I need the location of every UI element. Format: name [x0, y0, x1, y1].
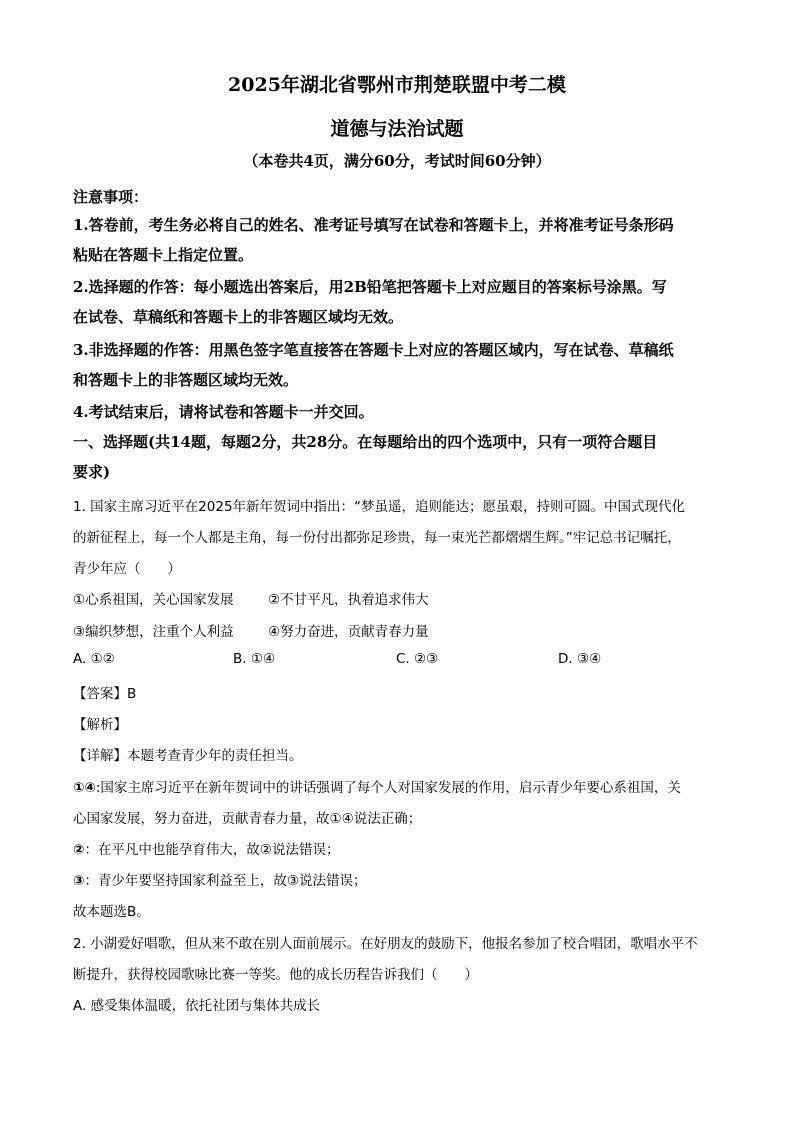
notice-line: 1.答卷前，考生务必将自己的姓名、准考证号填写在试卷和答题卡上，并将准考证号条形码 — [73, 216, 674, 234]
notice-line: 粘贴在答题卡上指定位置。 — [73, 246, 254, 264]
q1-stem-line: 青少年应（ ） — [73, 561, 181, 577]
q1-option-c: C. ②③ — [396, 651, 439, 667]
q1-stem-line: 的新征程上，每一个人都是主角，每一份付出都弥足珍贵，每一束光芒都熠熠生辉。”牢记总书记嘱托， — [73, 530, 681, 546]
subject-title: 道德与法治试题 — [330, 118, 464, 140]
explanation-text: :国家主席习近平在新年贺词中的讲话强调了每个人对国家发展的作用，启示青少年要心系祖国，关 — [95, 780, 681, 796]
notice-line: 和答题卡上的非答题区域均无效。 — [73, 371, 299, 389]
answer-label: 【答案】 — [73, 686, 127, 702]
notice-line: 在试卷、草稿纸和答题卡上的非答题区域均无效。 — [73, 308, 404, 326]
q2-option-a: A. 感受集体温暖，依托社团与集体共成长 — [73, 998, 321, 1014]
q1-statement-1: ①心系祖国，关心国家发展 — [73, 592, 234, 608]
explanation-tag: ①④ — [73, 780, 96, 796]
q1-statement-2: ②不甘平凡，执着追求伟大 — [268, 592, 429, 608]
answer-value: B — [127, 686, 137, 702]
section-heading: 一、选择题(共14题，每题2分，共28分。在每题给出的四个选项中，只有一项符合题目 — [73, 433, 658, 451]
notice-line: 2.选择题的作答：每小题选出答案后，用2B铅笔把答题卡上对应题目的答案标号涂黑。写 — [73, 278, 667, 296]
notice-line: 4.考试结束后，请将试卷和答题卡一并交回。 — [73, 403, 374, 421]
q1-answer — [73, 682, 136, 702]
q2-stem-line: 断提升，获得校园歌咏比赛一等奖。他的成长历程告诉我们（ ） — [73, 967, 478, 983]
notice-heading: 注意事项： — [73, 188, 149, 206]
q1-analysis-label: 【解析】 — [73, 717, 127, 733]
q1-option-d: D. ③④ — [558, 651, 602, 667]
q1-option-b: B. ①④ — [233, 651, 276, 667]
explanation-text: ：在平凡中也能孕育伟大，故②说法错误； — [84, 842, 340, 858]
notice-line: 3.非选择题的作答：用黑色签字笔直接答在答题卡上对应的答题区域内，写在试卷、草稿纸 — [73, 341, 674, 359]
q1-statement-4: ④努力奋进，贡献青春力量 — [268, 624, 429, 640]
q1-statement-3: ③编织梦想，注重个人利益 — [73, 624, 234, 640]
q1-stem-line: 1. 国家主席习近平在2025年新年贺词中指出：“梦虽遥，追则能达；愿虽艰，持则可圆。中国式现代化 — [73, 499, 686, 515]
exam-meta: （本卷共4页，满分60分，考试时间60分钟） — [243, 152, 551, 170]
q1-explanation-line — [73, 807, 421, 827]
q1-conclusion — [73, 900, 150, 920]
detail-label: 【详解】 — [73, 748, 127, 764]
explanation-tag: ② — [73, 842, 85, 858]
explanation-tag: ③ — [73, 873, 85, 889]
explanation-text: 心国家发展，努力奋进，贡献青春力量，故①④说法正确； — [73, 811, 422, 827]
explanation-text: 故本题选B。 — [73, 904, 150, 920]
exam-title: 2025年湖北省鄂州市荆楚联盟中考二模 — [228, 74, 566, 96]
q1-explanation-line — [73, 869, 367, 889]
q2-stem-line: 2. 小湖爱好唱歌，但从来不敢在别人面前展示。在好朋友的鼓励下，他报名参加了校合唱团，歌唱水平不 — [73, 936, 698, 952]
q1-explanation-line — [73, 838, 340, 858]
q1-detail — [73, 744, 303, 764]
detail-text: 本题考查青少年的责任担当。 — [127, 748, 303, 764]
explanation-text: ：青少年要坚持国家利益至上，故③说法错误； — [84, 873, 367, 889]
q1-option-a: A. ①② — [73, 651, 115, 667]
q1-explanation-line — [73, 776, 681, 796]
section-heading-cont: 要求) — [73, 463, 111, 481]
